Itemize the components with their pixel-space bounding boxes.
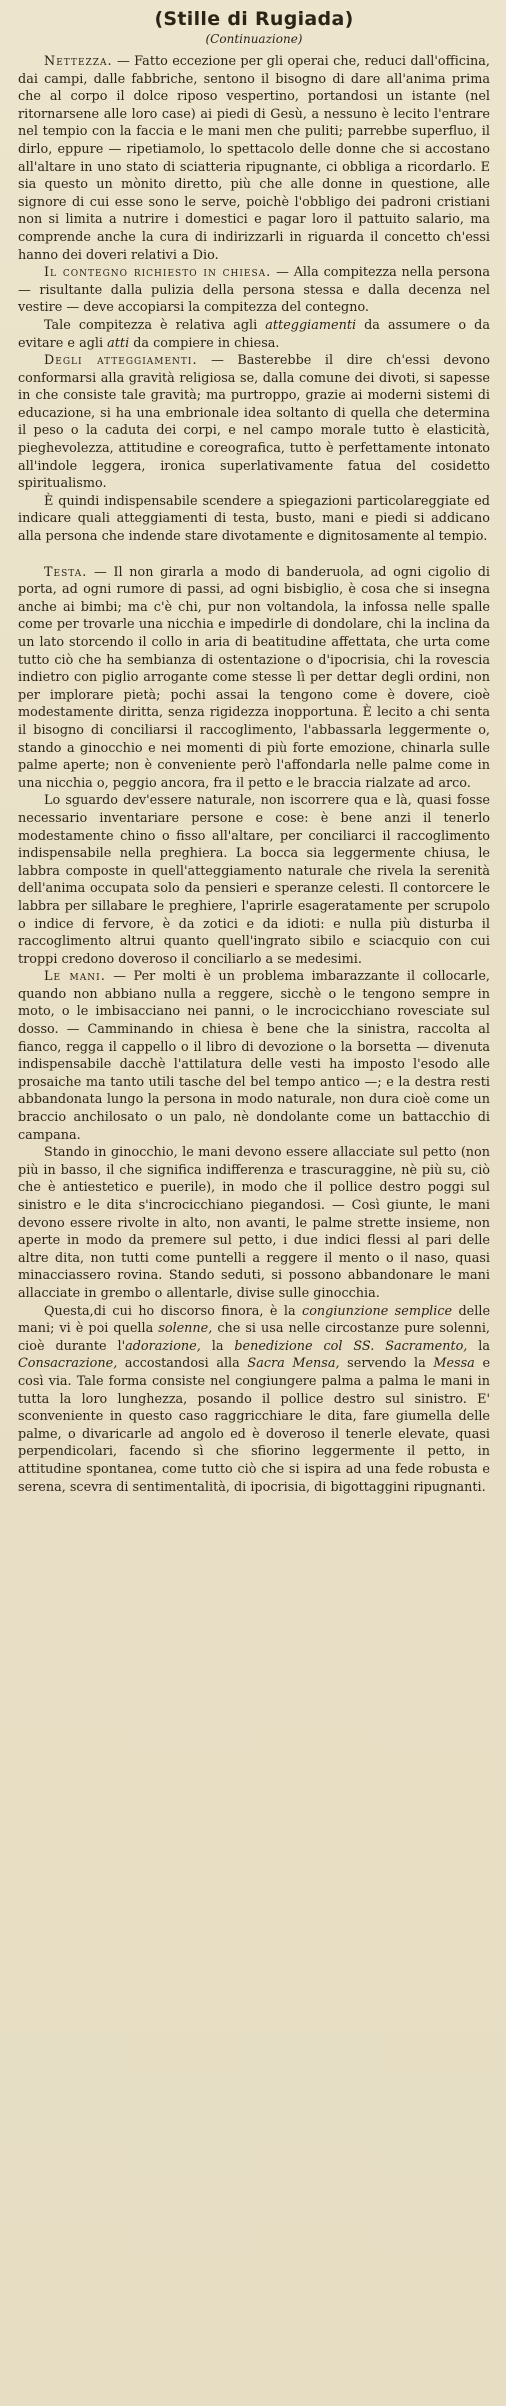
text-run: servendo la [339,1356,434,1372]
section-gap [18,546,490,564]
emphasis: adorazione, [125,1338,201,1354]
paragraph-spiegazioni: È quindi indispensabile scendere a spiegazioni particolareggiate ed indicare quali atteggiamenti di testa, busto, mani e piedi si addicano alla persona che indende stare divotamente e dignitosamente al tempio. [18,493,490,545]
paragraph-sguardo: Lo sguardo dev'essere naturale, non iscorrere qua e là, quasi fosse necessario inventariare persone e cose: è bene anzi il tenerlo modestamente chino o fisso all'altare, per conciliarci il raccoglimento indispensabile nella preghiera. La bocca sia leggermente chiusa, le labbra composte in quell'atteggiamento naturale che rivela la serenità dell'anima occupata solo da pensieri e speranze celesti. Il contorcere le labbra per sillabare le preghiere, l'aprirle esageratamente per scrupolo o indice di fervore, è da zotici e da idioti: e nulla più disturba il raccoglimento altrui quanto quell'ingrato sibilo e sciacquio con cui troppi credono doveroso il conciliarlo a se medesimi. [18,793,490,967]
article-title: (Stille di Rugiada) [154,8,354,30]
emphasis: Messa [433,1356,475,1372]
paragraph-contegno [18,264,490,317]
paragraph-atteggiamenti [18,352,490,493]
emphasis: benedizione col SS. Sacramento, [234,1338,468,1354]
paragraph-nettezza [18,53,490,264]
emphasis: atti [107,335,130,351]
text-run: Questa,di cui ho discorso finora, è la [44,1303,303,1319]
paragraph-testa [18,564,490,793]
emphasis: Sacra Mensa, [247,1356,340,1372]
emphasis: Consacrazione, [18,1356,118,1372]
emphasis: congiunzione semplice [302,1303,453,1319]
section-heading: Nettezza. [44,54,113,69]
text-run: da compiere in chiesa. [129,335,280,351]
text-run: accostandosi alla [117,1356,248,1372]
emphasis: atteggiamenti [265,317,357,333]
paragraph-ginocchio: Stando in ginocchio, le mani devono essere allacciate sul petto (non più in basso, il che significa indifferenza e trascuraggine, nè più su, ciò che è antiestetico e puerile), in modo che il pollice destro poggi sul sinistro e le dita s'incrocicchiano piegandosi. — Così giunte, le mani devono essere rivolte in alto, non avanti, le palme strette insieme, non aperte in modo da premere sul petto, i due indici flessi al pari delle altre dita, non tutti come puntelli a reggere il mento o il naso, quasi minacciassero rovina. Stando seduti, si possono abbandonare le mani allacciate in grembo o allentarle, divise sulle ginocchia. [18,1145,490,1301]
paragraph-text: — Basterebbe il dire ch'essi devono conformarsi alla gravità religiosa se, dalla comune dei divoti, si sapesse in che consiste tale gravità; ma purtroppo, grazie ai moderni sistemi di educazione, si ha una embrionale idea soltanto di quella che determina il peso o la caduta dei corpi, e nel campo morale tutto è elasticità, pieghevolezza, attitudine e coreografica, tutto è perfettamente intonato all'indole leggera, ironica superlativamente fatua del cosidetto spiritualismo. [18,353,490,492]
text-run: Tale compitezza è relativa agli [44,317,266,333]
text-run: la [467,1338,491,1354]
section-heading: Il contegno richiesto in chiesa. [44,265,272,281]
paragraph-text: — Il non girarla a modo di banderuola, ad ogni cigolio di porta, ad ogni rumore di passi, ad ogni bisbiglio, è cosa che si insegna anche ai bimbi; ma c'è chi, pur non voltandola, la infossa nelle spalle come per trovarle una nicchia e impedirle di dondolare, chi la inclina da un lato storcendo il collo in aria di beatitudine affettata, che urta come tutto ciò che ha sembianza di ostentazione o d'ipocrisia, chi la rovescia indietro con piglio arrogante come stesse lì per dettar degli ordini, non per implorare pietà; pochi assai la tengono come è dovere, cioè modestamente diritta, senza rigidezza inopportuna. È lecito a chi senta il bisogno di conciliarsi il raccoglimento, l'abbassarla leggermente o, stando a ginocchio e nei momenti di più forte emozione, chinarla sulle palme aperte; non è conveniente però l'affondarla nelle palme come in una nicchia o, peggio ancora, fra il petto e le braccia rialzate ad arco. [18,564,490,791]
text-run: delle mani; vi è poi quella [18,1303,491,1337]
text-run: da assumere o da evitare e agli [18,317,490,351]
section-heading: Testa. [44,564,88,580]
text-run: la [200,1338,235,1354]
section-heading: Le mani. [44,969,106,985]
paragraph-compitezza [18,317,490,352]
article-subtitle: (Continuazione) [205,32,303,46]
paragraph-text: — Fatto eccezione per gli operai che, reduci dall'officina, dai campi, dalle fabbriche, sentono il bisogno di dare all'anima prima che al corpo il dolce riposo vespertino, portandosi un istante (nel ritornarsene alle loro case) ai piedi di Gesù, a nessuno è lecito l'entrare nel tempio con la faccia e le mani men che puliti; parrebbe superfluo, il dirlo, eppure — ripetiamolo, lo spettacolo delle donne che si accostano all'altare in uno stato di sciatteria ripugnante, ci obbliga a ricordarlo. E sia questo un mònito diretto, più che alle donne in questione, alle signore di cui esse sono le serve, poichè l'obbligo dei padroni cristiani non si limita a nutrire i domestici e pagar loro il pattuito salario, ma comprende anche la cura di indirizzarli in riguarda il concetto ch'essi hanno dei doveri relativi a Dio. [18,54,490,263]
section-heading: Degli atteggiamenti. [44,353,198,369]
emphasis: solenne, [158,1321,213,1337]
paragraph-mani [18,968,490,1144]
paragraph-text: — Per molti è un problema imbarazzante il collocarle, quando non abbiano nulla a reggere, sicchè o le tengono sempre in moto, o le imbisacciano nei panni, o le incrocicchiano rovesciate sul dosso. — Camminando in chiesa è bene che la sinistra, raccolta al fianco, regga il cappello o il libro di devozione o la borsetta — divenuta indispensabile dacchè l'attilatura delle vesti ha imposto l'esodo alle prosaiche ma tanto utili tasche del bel tempo antico —; e la destra resti abbandonata lungo la persona in modo naturale, non dura cioè come un braccio anchilosato o un palo, nè dondolante come un battacchio di campana. [18,969,491,1143]
text-run: e così via. Tale forma consiste nel congiungere palma a palma le mani in tutta la loro lunghezza, posando il pollice destro sul sinistro. E' sconveniente in questo caso raggricchiare le dita, fare giumella delle palme, o divaricarle ad angolo ed è doveroso il tenerle elevate, quasi perpendicolari, facendo sì che sfiorino leggermente il petto, in attitudine spontanea, come tutto ciò che si ispira ad una fede robusta e serena, scevra di sentimentalità, di ipocrisia, di bigottaggini ripugnanti. [18,1356,491,1495]
paragraph-text: — Alla compitezza nella persona — risultante dalla pulizia della persona stessa e dalla decenza nel vestire — deve accopiarsi la compitezza del contegno. [18,265,490,316]
text-run: che si usa nelle circostanze pure solenni, cioè durante l' [18,1321,490,1354]
paragraph-congiunzione [18,1303,490,1497]
